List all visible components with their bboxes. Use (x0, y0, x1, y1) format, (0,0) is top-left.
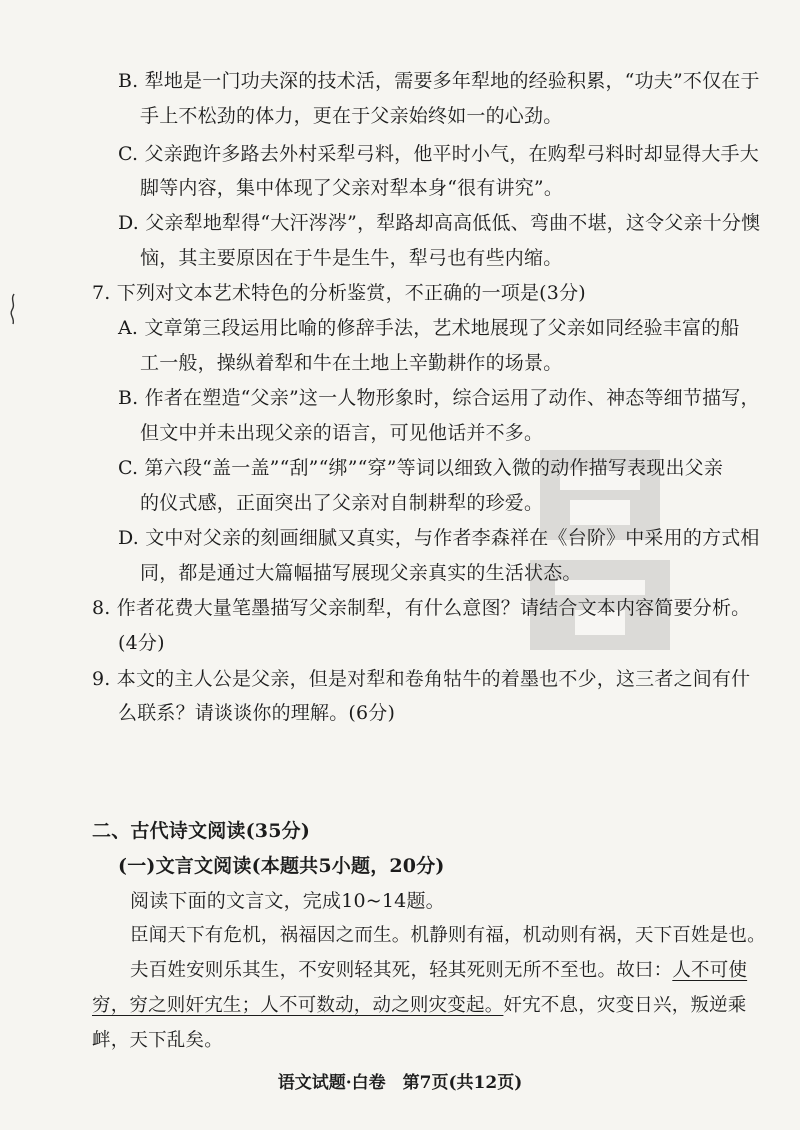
section2-subtitle: (一)文言文阅读(本题共5小题，20分) (118, 855, 445, 877)
q9-line1: 9. 本文的主人公是父亲，但是对犁和卷角牯牛的着墨也不少，这三者之间有什 (92, 668, 751, 690)
q6-option-d-line2: 恼，其主要原因在于牛是生牛，犁弓也有些内缩。 (140, 247, 563, 269)
q9-line2: 么联系？请谈谈你的理解。(6分) (118, 702, 396, 724)
classical-line1: 臣闻天下有危机，祸福因之而生。机静则有福，机动则有祸，天下百姓是也。 (130, 925, 766, 946)
q7-option-b-line2: 但文中并未出现父亲的语言，可见他话并不多。 (140, 422, 544, 444)
classical-line3 (92, 993, 747, 1019)
classical-line2 (130, 958, 747, 984)
q7-option-c-line1: C. 第六段“盖一盖”“刮”“绑”“穿”等词以细致入微的动作描写表现出父亲 (118, 457, 724, 479)
q6-option-b-line2: 手上不松劲的体力，更在于父亲始终如一的心劲。 (140, 105, 563, 127)
classical-underlined-sentence-part2: 穷，穷之则奸宄生；人不可数动，动之则灾变起。 (92, 995, 504, 1016)
section2-instruction: 阅读下面的文言文，完成10~14题。 (130, 890, 445, 912)
q7-option-d-line1: D. 文中对父亲的刻画细腻又真实，与作者李森祥在《台阶》中采用的方式相 (118, 527, 760, 549)
classical-underlined-sentence-part1: 人不可使 (672, 960, 748, 981)
q7-option-d-line2: 同，都是通过大篇幅描写展现父亲真实的生活状态。 (140, 562, 582, 584)
q7-option-c-line2: 的仪式感，正面突出了父亲对自制耕犁的珍爱。 (140, 492, 544, 514)
q7-stem: 7. 下列对文本艺术特色的分析鉴赏，不正确的一项是(3分) (92, 282, 586, 304)
q7-option-b-line1: B. 作者在塑造“父亲”这一人物形象时，综合运用了动作、神态等细节描写， (118, 387, 760, 409)
q7-option-a-line2: 工一般，操纵着犁和牛在土地上辛勤耕作的场景。 (140, 352, 563, 374)
classical-line4: 衅，天下乱矣。 (92, 1030, 223, 1051)
classical-line3-text: 奸宄不息，灾变日兴，叛逆乘 (503, 995, 747, 1016)
q7-option-a-line1: A. 文章第三段运用比喻的修辞手法，艺术地展现了父亲如同经验丰富的船 (118, 317, 740, 339)
q6-option-c-line2: 脚等内容，集中体现了父亲对犁本身“很有讲究”。 (140, 177, 564, 199)
q8-line2: (4分) (118, 632, 165, 654)
q8-line1: 8. 作者花费大量笔墨描写父亲制犁，有什么意图？请结合文本内容简要分析。 (92, 597, 751, 619)
classical-line2-text: 夫百姓安则乐其生，不安则轻其死，轻其死则无所不至也。故曰： (130, 960, 673, 981)
page-footer: 语文试题·白卷 第7页(共12页) (277, 1073, 523, 1093)
q6-option-b-line1: B. 犁地是一门功夫深的技术活，需要多年犁地的经验积累，“功夫”不仅在于 (118, 70, 760, 92)
q6-option-c-line1: C. 父亲跑许多路去外村采犁弓料，他平时小气，在购犁弓料时却显得大手大 (118, 143, 759, 165)
margin-pen-mark (6, 292, 20, 326)
q6-option-d-line1: D. 父亲犁地犁得“大汗涔涔”，犁路却高高低低、弯曲不堪，这令父亲十分懊 (118, 212, 761, 234)
section2-title: 二、古代诗文阅读(35分) (92, 820, 311, 842)
